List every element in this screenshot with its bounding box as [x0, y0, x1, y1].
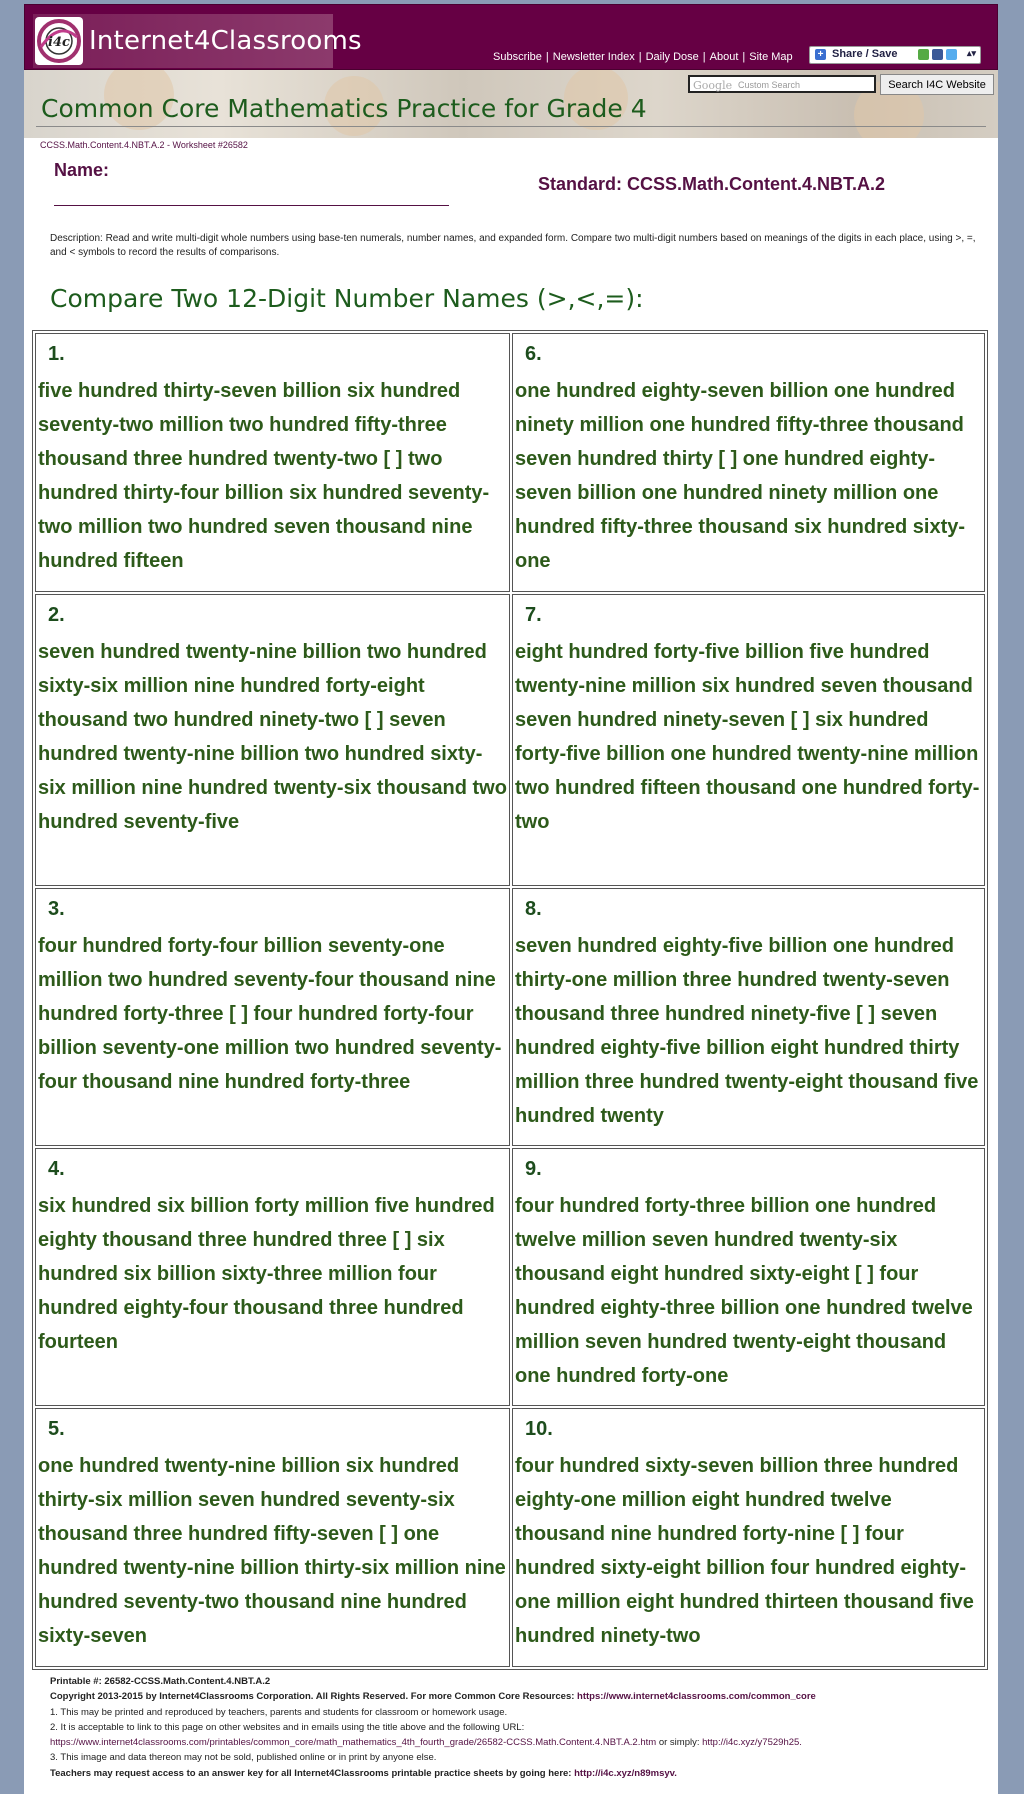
- problem-text: four hundred forty-four billion seventy-one million two hundred seventy-four thousand nine hundred forty-three [ ] four hundred forty-four billion seventy-one million two hundred seventy-four thousand nine hundred forty-three: [38, 935, 502, 1093]
- note-1: 1. This may be printed and reproduced by teachers, parents and students for classroom or homework usage.: [50, 1706, 508, 1718]
- divider: [36, 126, 986, 127]
- description: Description: Read and write multi-digit whole numbers using base-ten numerals, number names, and expanded form. Compare two multi-digit numbers based on meanings of the digits in each place, using >, =, and < symbols to record the results of comparisons.: [50, 233, 976, 258]
- problem-cell: [512, 1148, 985, 1406]
- problem-number: 6.: [525, 343, 542, 365]
- problem-cell: [512, 888, 985, 1146]
- nav-daily-dose[interactable]: Daily Dose: [645, 51, 699, 63]
- short-url-link[interactable]: http://i4c.xyz/y7529h25.: [702, 1737, 802, 1749]
- share-label: Share / Save: [832, 48, 898, 60]
- search-button[interactable]: Search I4C Website: [880, 74, 994, 95]
- answer-key: [50, 1766, 990, 1781]
- page-banner: [24, 70, 998, 138]
- svg-text:i4c: i4c: [48, 35, 70, 50]
- problem-number: 10.: [525, 1418, 553, 1440]
- name-label: Name:: [54, 160, 110, 180]
- chevron-down-icon: ▴▾: [966, 48, 976, 58]
- problem-cell: [35, 594, 510, 886]
- problem-number: 3.: [48, 898, 65, 920]
- nav-newsletter-index[interactable]: Newsletter Index: [552, 51, 635, 63]
- refresh-icon: [918, 49, 929, 60]
- problem-cell: [512, 594, 985, 886]
- problem-number: 1.: [48, 343, 65, 365]
- standard-label: Standard: CCSS.Math.Content.4.NBT.A.2: [538, 174, 886, 194]
- nav-site-map[interactable]: Site Map: [749, 51, 793, 63]
- problem-number: 2.: [48, 604, 65, 626]
- problem-text: five hundred thirty-seven billion six hundred seventy-two million two hundred fifty-three thousand three hundred twenty-two [ ] two hundred thirty-four billion six hundred seventy-two million two hundred seven thousand nine hundred fifteen: [38, 380, 490, 572]
- search-input[interactable]: [688, 75, 876, 93]
- share-plus-icon: +: [815, 49, 826, 60]
- site-logo[interactable]: [33, 14, 362, 68]
- problem-text: one hundred twenty-nine billion six hundred thirty-six million seven hundred seventy-six thousand three hundred fifty-seven [ ] one hundred twenty-nine billion thirty-six million nine hundred seventy-two thousand nine hundred sixty-seven: [38, 1455, 506, 1647]
- problem-cell: [35, 1148, 510, 1406]
- problem-cell: [35, 1408, 510, 1667]
- problem-cell: [512, 1408, 985, 1667]
- page-url-link[interactable]: https://www.internet4classrooms.com/printables/common_core/math_mathematics_4th_fourth_grade/26582-CCSS.Math.Content.4.NBT.A.2.htm: [50, 1737, 657, 1749]
- problem-number: 9.: [525, 1158, 542, 1180]
- problem-text: four hundred forty-three billion one hundred twelve million seven hundred twenty-six thousand eight hundred sixty-eight [ ] four hundred eighty-three billion one hundred twelve million seven hundred twenty-eight thousand one hundred forty-one: [515, 1195, 973, 1387]
- problem-text: four hundred sixty-seven billion three hundred eighty-one million eight hundred twelve thousand nine hundred forty-nine [ ] four hundred sixty-eight billion four hundred eighty-one million eight hundred thirteen thousand five hundred ninety-two: [515, 1455, 974, 1647]
- note-2: 2. It is acceptable to link to this page on other websites and in emails using the title above and the following URL:: [50, 1721, 525, 1733]
- problem-text: one hundred eighty-seven billion one hundred ninety million one hundred fifty-three thousand seven hundred thirty [ ] one hundred eighty-seven billion one hundred ninety million one hundred fifty-three thousand six hundred sixty-one: [515, 380, 966, 572]
- note-2-urls: [50, 1735, 990, 1750]
- breadcrumb: CCSS.Math.Content.4.NBT.A.2 - Worksheet #26582: [40, 140, 248, 150]
- logo-text: Internet4Classrooms: [89, 26, 362, 56]
- banner-title: Common Core Mathematics Practice for Grade 4: [41, 94, 647, 123]
- nav-subscribe[interactable]: Subscribe: [493, 51, 542, 63]
- copyright: [50, 1689, 990, 1704]
- google-logo: Google: [693, 79, 733, 92]
- copyright-text: Copyright 2013-2015 by Internet4Classrooms Corporation. All Rights Reserved. For more Common Core Resources:: [50, 1691, 575, 1703]
- note-3: 3. This image and data thereon may not be sold, published online or in print by anyone else.: [50, 1752, 437, 1764]
- or-text: or simply:: [658, 1737, 700, 1749]
- search-placeholder: Custom Search: [738, 80, 801, 90]
- problem-grid: [32, 330, 988, 1670]
- problem-number: 7.: [525, 604, 542, 626]
- problem-text: six hundred six billion forty million five hundred eighty thousand three hundred three [ ] six hundred six billion sixty-three million four hundred eighty-four thousand three hundred fourteen: [38, 1195, 495, 1353]
- facebook-icon: [932, 49, 943, 60]
- answer-key-link[interactable]: http://i4c.xyz/n89msyv.: [574, 1767, 677, 1779]
- nav-about[interactable]: About: [709, 51, 739, 63]
- problem-text: eight hundred forty-five billion five hundred twenty-nine million six hundred seven thousand seven hundred ninety-seven [ ] six hundred forty-five billion one hundred twenty-nine million two hundred fifteen thousand one hundred forty-two: [515, 641, 980, 833]
- problem-number: 5.: [48, 1418, 65, 1440]
- i4c-logo-icon: [35, 17, 83, 65]
- footer: [50, 1674, 990, 1781]
- problem-cell: [512, 333, 985, 592]
- top-nav: Subscribe | Newsletter Index | Daily Dose | About | Site Map: [493, 51, 793, 63]
- page: [24, 4, 998, 1794]
- problem-text: seven hundred twenty-nine billion two hundred sixty-six million nine hundred forty-eight thousand two hundred ninety-two [ ] seven hundred twenty-nine billion two hundred sixty-six million nine hundred twenty-six thousand two hundred seventy-five: [38, 641, 507, 833]
- answer-key-text: Teachers may request access to an answer key for all Internet4Classrooms printable practice sheets by going here:: [50, 1767, 572, 1779]
- problem-cell: [35, 333, 510, 592]
- common-core-link[interactable]: https://www.internet4classrooms.com/common_core: [577, 1691, 816, 1703]
- problem-cell: [35, 888, 510, 1146]
- problem-number: 4.: [48, 1158, 65, 1180]
- printable-number: Printable #: 26582-CCSS.Math.Content.4.NBT.A.2: [50, 1676, 271, 1687]
- worksheet-title: Compare Two 12-Digit Number Names (>,<,=):: [50, 284, 644, 313]
- share-save-button[interactable]: [809, 46, 981, 64]
- problem-text: seven hundred eighty-five billion one hundred thirty-one million three hundred twenty-seven thousand three hundred ninety-five [ ] seven hundred eighty-five billion eight hundred thirty million three hundred twenty-eight thousand five hundred twenty: [515, 935, 979, 1127]
- twitter-icon: [946, 49, 957, 60]
- problem-number: 8.: [525, 898, 542, 920]
- site-header: [24, 4, 998, 70]
- name-line: [54, 205, 449, 206]
